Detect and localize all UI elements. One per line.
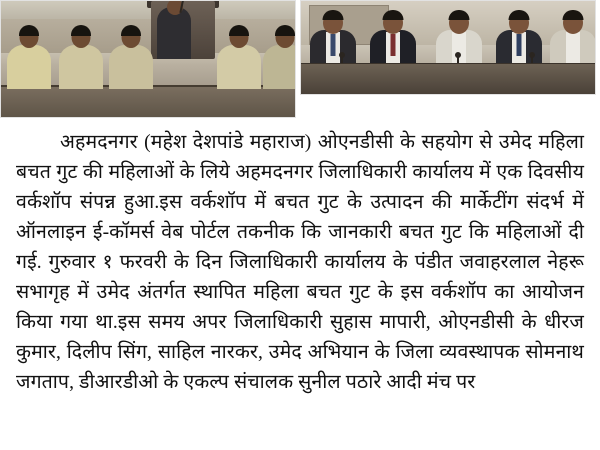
panel-member-shirt	[452, 32, 466, 64]
article-paragraph: अहमदनगर (महेश देशपांडे महाराज) ओएनडीसी के सहयोग से उमेद महिला बचत गुट की महिलाओं के लिये अहमदनगर जिलाधिकारी कार्यालय में एक दिवसीय वर्कशॉप संपन्न हुआ.इस वर्कशॉप में बचत गुट के उत्पादन की मार्केटींग संदर्भ में ऑनलाइन ई-कॉमर्स वेब पोर्टल तकनीक कि जानकारी बचत गुट कि महिलाओं दी गई. गुरुवार १ फरवरी के दिन जिलाधिकारी कार्यालय के पंडीत जवाहरलाल नेहरू सभागृह में उमेद अंतर्गत स्थापित महिला बचत गुट के इस वर्कशॉप का आयोजन किया गया था.इस समय अपर जिलाधिकारी सुहास मापारी, ओएनडीसी के धीरज कुमार, दिलीप सिंग, साहिल नारकर, उमेद अभियान के जिला व्यवस्थापक सोमनाथ जगताप, डीआरडीओ के एकल्प संचालक सुनील पठारे आदी मंच पर	[16, 132, 584, 393]
audience-body	[263, 45, 296, 89]
panel-member	[433, 12, 485, 68]
panel-member-hair	[449, 10, 470, 20]
panel-member-shirt	[566, 32, 580, 64]
panel-member-hair	[563, 10, 584, 20]
panel-member-tie	[331, 34, 336, 56]
audience-body	[109, 45, 153, 89]
audience-body	[7, 45, 51, 89]
audience-member	[109, 29, 153, 87]
audience-member	[217, 29, 261, 87]
audience-body	[217, 45, 261, 89]
photo-strip	[0, 0, 600, 118]
audience-member	[59, 29, 103, 87]
photo-conference-hall-audience	[0, 0, 296, 118]
panel-member	[367, 12, 419, 68]
article-body	[0, 118, 600, 398]
panel-member-hair	[509, 10, 530, 20]
panel-member-tie	[517, 34, 522, 56]
photo-stage-panel-officials	[300, 0, 596, 95]
audience-member	[7, 29, 51, 87]
panel-member-tie	[391, 34, 396, 56]
stage-table	[301, 64, 595, 94]
panel-member	[547, 12, 596, 68]
audience-member	[263, 29, 296, 87]
front-table	[1, 87, 295, 118]
panel-member-hair	[383, 10, 404, 20]
audience-body	[59, 45, 103, 89]
panel-member-hair	[323, 10, 344, 20]
panel-member	[307, 12, 359, 68]
panel-member	[493, 12, 545, 68]
